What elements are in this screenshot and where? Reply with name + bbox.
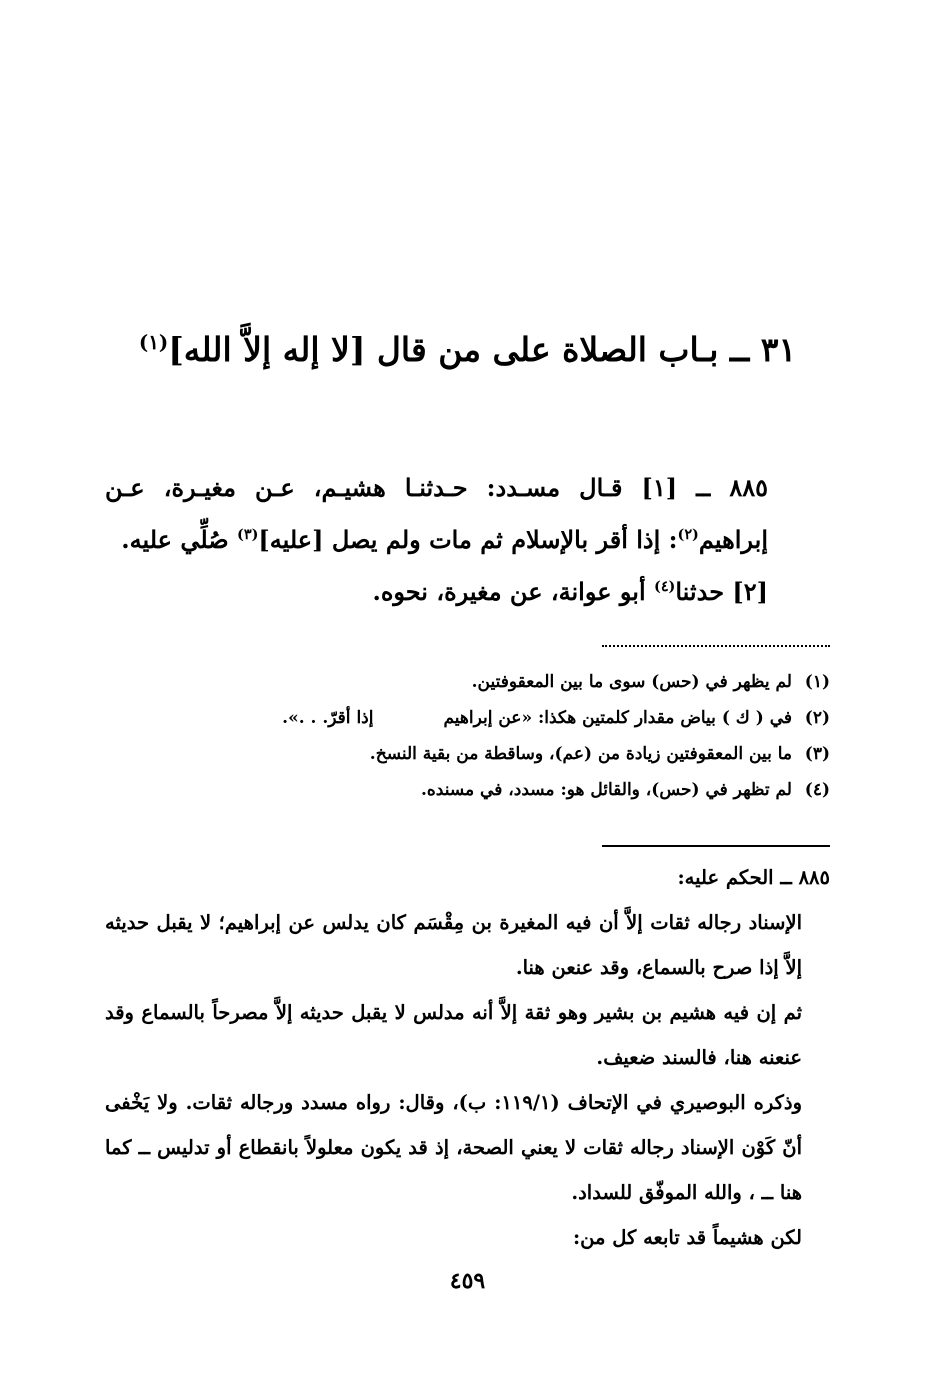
ruling-section — [105, 855, 830, 1260]
page-number: ٤٥٩ — [449, 1268, 486, 1294]
chapter-footnote-ref: (١) — [138, 330, 169, 354]
hadith-1-mid: : إذا أقر بالإسلام ثم مات ولم يصل [عليه] — [258, 525, 678, 554]
hadith-1-end: صُلِّي عليه. — [121, 525, 238, 554]
ruling-paragraph-3: وذكره البوصيري في الإتحاف (١١٩/١: ب)، وقال: رواه مسدد ورجاله ثقات. ولا يَخْفى أنّ كَوْن الإسناد رجاله ثقات لا يعني الصحة، إذ قد يكون معلولاً بانقطاع أو تدليس ــ كما هنا ــ ، والله الموفّق للسداد. — [105, 1091, 802, 1204]
footnote-3 — [105, 736, 830, 772]
footnote-4 — [105, 772, 830, 808]
footnote-text: في ( ك ) بياض مقدار كلمتين هكذا: «عن إبراهيم — [443, 708, 792, 728]
footnote-ref-4: (٤) — [654, 578, 676, 595]
footnote-text-continued: إذا أقرّ. . .». — [282, 708, 374, 728]
footnotes — [105, 664, 830, 808]
footnote-text: ما بين المعقوفتين زيادة من (عم)، وساقطة من بقية النسخ. — [369, 744, 792, 764]
footnote-number: (٢) — [804, 708, 830, 728]
commentary-separator — [602, 845, 830, 847]
hadith-1-start: ٨٨٥ ــ [١] قـال مسـدد: حـدثنـا هشيـم، عـن مغيـرة، عـن إبراهيم — [105, 473, 768, 554]
hadith-paragraph-2 — [105, 566, 830, 618]
footnote-ref-2: (٢) — [677, 526, 699, 543]
ruling-paragraph-4: لكن هشيماً قد تابعه كل من: — [572, 1226, 802, 1249]
hadith-paragraph-1 — [105, 462, 830, 566]
footnote-number: (٤) — [804, 780, 830, 800]
ruling-paragraph-2: ثم إن فيه هشيم بن بشير وهو ثقة إلاَّ أنه مدلس لا يقبل حديثه إلاَّ مصرحاً بالسماع وقد عنعنه هنا، فالسند ضعيف. — [105, 1001, 802, 1069]
chapter-title — [105, 325, 830, 375]
ruling-paragraph-1: الإسناد رجاله ثقات إلاَّ أن فيه المغيرة بن مِقْسَم كان يدلس عن إبراهيم؛ لا يقبل حديثه إلاَّ إذا صرح بالسماع، وقد عنعن هنا. — [105, 911, 802, 979]
footnote-number: (١) — [804, 672, 830, 692]
footnote-text: لم تظهر في (حس)، والقائل هو: مسدد، في مسنده. — [420, 780, 792, 800]
chapter-title-text: ٣١ ــ بـاب الصلاة على من قال [لا إله إلاَّ الله] — [168, 330, 797, 369]
ruling-heading: ٨٨٥ ــ الحكم عليه: — [677, 866, 830, 889]
hadith-2-start: [٢] حدثنا — [675, 577, 768, 606]
hadith-text — [105, 462, 830, 618]
hadith-2-end: أبو عوانة، عن مغيرة، نحوه. — [372, 577, 654, 606]
footnote-text: لم يظهر في (حس) سوى ما بين المعقوفتين. — [471, 672, 792, 692]
footnote-number: (٣) — [804, 744, 830, 764]
footnote-separator — [602, 645, 830, 647]
footnote-2 — [105, 700, 830, 736]
footnote-1 — [105, 664, 830, 700]
footnote-ref-3: (٣) — [237, 526, 259, 543]
